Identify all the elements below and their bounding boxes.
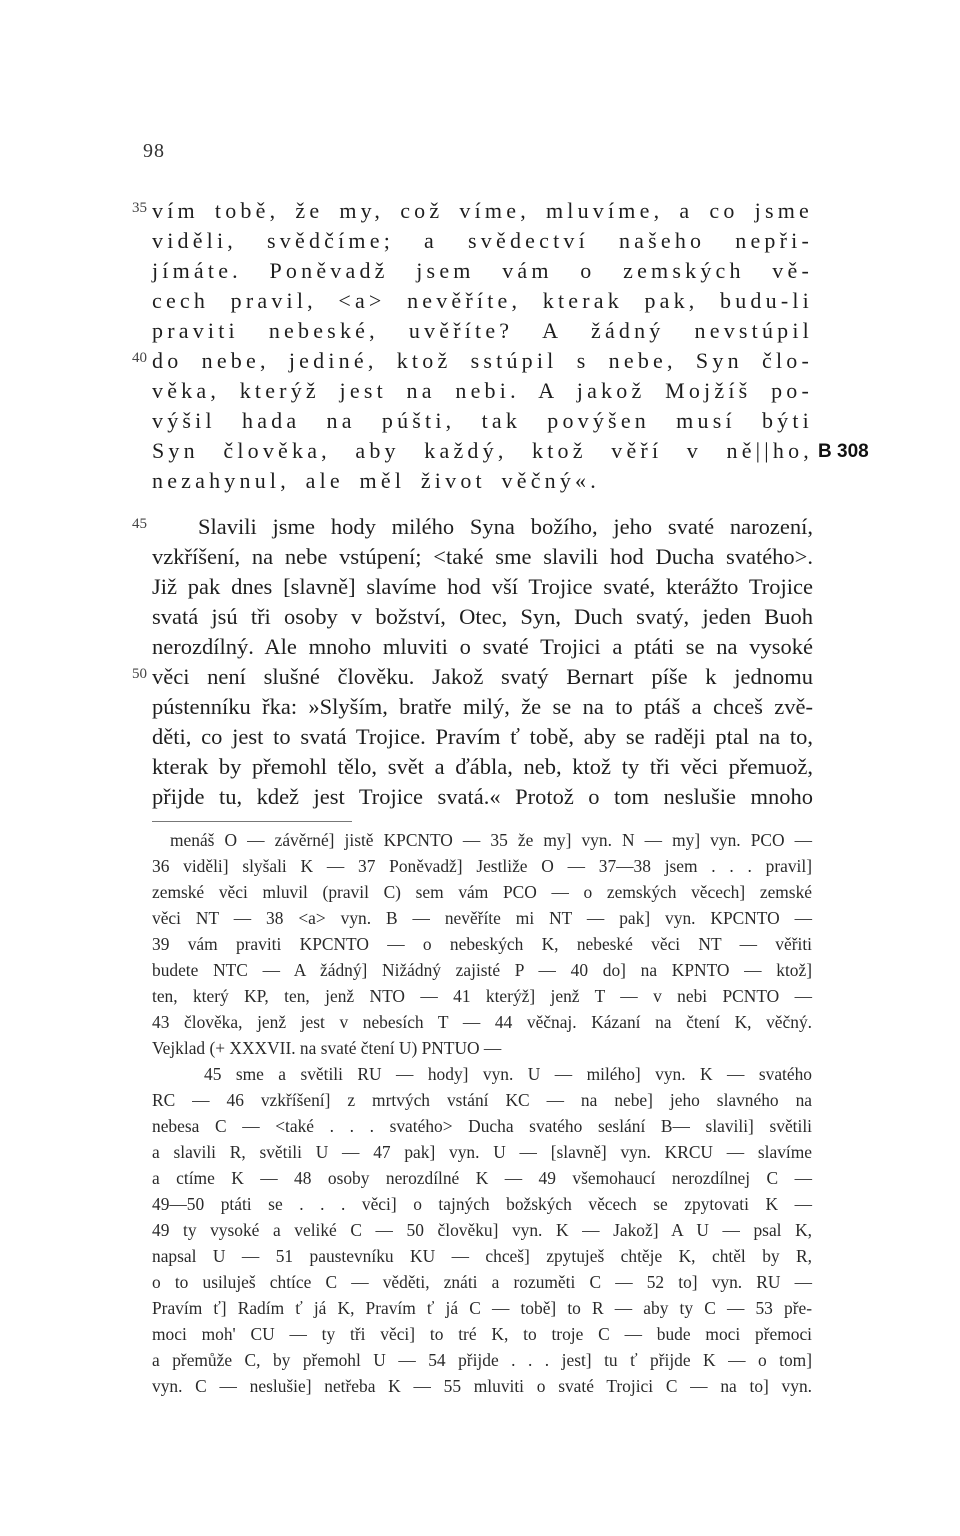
note-line: 49—50 ptáti se . . . věci] o tajných božských věcech se zpytovati K — (152, 1194, 812, 1214)
note-line: věci NT — 38 <a> vyn. B — nevěříte mi NT — pak] vyn. KPCNTO — (152, 908, 812, 928)
margin-reference: B 308 (818, 441, 869, 462)
footnote-divider (152, 821, 352, 822)
note-line: Pravím ť] Radím ť já K, Pravím ť já C — tobě] to R — aby ty C — 53 pře- (152, 1298, 812, 1318)
line-number: 40 (132, 350, 147, 366)
note-line: napsal U — 51 paustevníku KU — chceš] zpytuješ chtěje K, chtěl by R, (152, 1246, 812, 1266)
note-line: 45 sme a světili RU — hody] vyn. U — milého] vyn. K — svatého (204, 1064, 812, 1084)
text-line: výšil hada na púšti, tak povýšen musí býti (152, 408, 813, 433)
page-number: 98 (143, 140, 165, 162)
text-line: vzkříšení, na nebe vstúpení; <také sme slavili hod Ducha svatého>. (152, 544, 813, 569)
line-number: 35 (132, 200, 147, 216)
text-line: svatá jsú tři osoby v božství, Otec, Syn, Duch svatý, jeden Buoh (152, 604, 813, 629)
text-line: nerozdílný. Ale mnoho mluviti o svaté Trojici a ptáti se na vysoké (152, 634, 813, 659)
line-number: 50 (132, 666, 147, 682)
text-line: přijde tu, kdež jest Trojice svatá.« Protož o tom neslušie mnoho (152, 784, 813, 809)
note-line: ten, který KP, ten, jenž NTO — 41 kterýž] jenž T — v nebi PCNTO — (152, 986, 812, 1006)
note-line: RC — 46 vzkříšení] z mrtvých vstání KC — na nebe] jeho slavného na (152, 1090, 812, 1110)
note-line: menáš O — závěrné] jistě KPCNTO — 35 že my] vyn. N — my] vyn. PCO — (170, 830, 812, 850)
note-line: 39 vám praviti KPCNTO — o nebeských K, nebeské věci NT — věřiti (152, 934, 812, 954)
text-line: 50 věci není slušné člověku. Jakož svatý Bernart píše k jednomu (132, 664, 813, 689)
note-line: 49 ty vysoké a veliké C — 50 člověku] vyn. K — Jakož] A U — psal K, (152, 1220, 812, 1240)
note-line: vyn. C — neslušie] netřeba K — 55 mluviti o svaté Trojici C — na to] vyn. (152, 1376, 812, 1396)
note-line: o to usiluješ chtíce C — věděti, znáti a rozuměti C — 52 to] vyn. RU — (152, 1272, 812, 1292)
text-line: Již pak dnes [slavně] slavíme hod vší Trojice svaté, kterážto Trojice (152, 574, 813, 599)
line-number: 45 (132, 516, 147, 532)
note-line: nebesa C — <také . . . svatého> Ducha svatého seslání B— slavili] světili (152, 1116, 812, 1136)
note-line: 36 viděli] slyšali K — 37 Poněvadž] Jestliže O — 37—38 jsem . . . pravil] (152, 856, 812, 876)
text-line: cech pravil, <a> nevěříte, kterak pak, budu-li (152, 288, 813, 313)
text-line: 35 vím tobě, že my, což víme, mluvíme, a co jsme (132, 198, 813, 223)
text-line: pústenníku řka: »Slyším, bratře milý, že se na to ptáš a chceš zvě- (152, 694, 813, 719)
note-line: moci moh' CU — ty tři věci] to tré K, to troje C — bude moci přemoci (152, 1324, 812, 1344)
text-line: praviti nebeské, uvěříte? A žádný nevstúpil (152, 318, 813, 343)
text-line: 40 do nebe, jediné, ktož sstúpil s nebe, Syn člo- (132, 348, 813, 373)
text-line: Syn člověka, aby každý, ktož věří v ně||ho, (152, 438, 813, 463)
text-line: nezahynul, ale měl život věčný«. (152, 468, 600, 493)
text-line: kterak by přemohl tělo, svět a ďábla, neb, ktož ty tři věci přemuož, (152, 754, 813, 779)
note-line: zemské věci mluvil (pravil C) sem vám PCO — o zemských věcech] zemské (152, 882, 812, 902)
text-line: jímáte. Poněvadž jsem vám o zemských vě- (152, 258, 813, 283)
note-line: a slavili R, světili U — 47 pak] vyn. U — [slavně] vyn. KRCU — slavíme (152, 1142, 812, 1162)
note-line: a ctíme K — 48 osoby nerozdílné K — 49 všemohaucí nerozdílnej C — (152, 1168, 812, 1188)
text-line: věka, kterýž jest na nebi. A jakož Mojžíš po- (152, 378, 813, 403)
text-line: děti, co jest to svatá Trojice. Pravím ť tobě, aby se raději ptal na to, (152, 724, 813, 749)
text-line: viděli, svědčíme; a svědectví našeho nepři- (152, 228, 813, 253)
note-line: Vejklad (+ XXXVII. na svaté čtení U) PNTUO — (152, 1038, 502, 1058)
note-line: 43 člověka, jenž jest v nebesích T — 44 věčnaj. Kázaní na čtení K, věčný. (152, 1012, 812, 1032)
text-line: 45 Slavili jsme hody milého Syna božího, jeho svaté narození, (132, 514, 813, 539)
note-line: budete NTC — A žádný] Nižádný zajisté P — 40 do] na KPNTO — ktož] (152, 960, 812, 980)
note-line: a přemůže C, by přemohl U — 54 přijde . . . jest] tu ť přijde K — o tom] (152, 1350, 812, 1370)
